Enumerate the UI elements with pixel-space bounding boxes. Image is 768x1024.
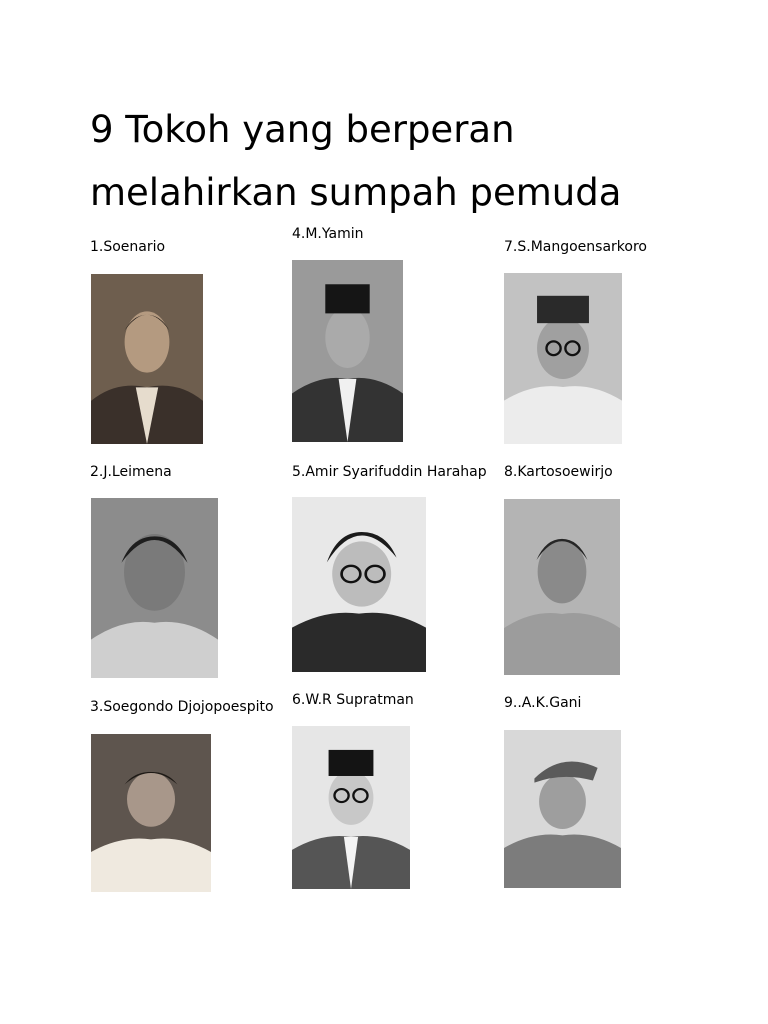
portrait-photo-leimena [91, 498, 218, 678]
page-title [90, 98, 650, 224]
portrait-photo-soenario [91, 274, 203, 444]
figure-label-supratman: 6.W.R Supratman [292, 692, 414, 708]
portrait-photo-kartosoewirjo [504, 499, 620, 675]
portrait-photo-supratman [292, 726, 410, 889]
figure-label-mangoensarkoro: 7.S.Mangoensarkoro [504, 239, 647, 255]
figure-label-kartosoewirjo: 8.Kartosoewirjo [504, 464, 613, 480]
figure-label-soegondo: 3.Soegondo Djojopoespito [90, 699, 274, 715]
title-line-2: melahirkan sumpah pemuda [90, 171, 622, 214]
figure-label-yamin: 4.M.Yamin [292, 226, 364, 242]
portrait-photo-yamin [292, 260, 403, 442]
portrait-photo-mangoensarkoro [504, 273, 622, 444]
portrait-photo-gani [504, 730, 621, 888]
figure-label-gani: 9..A.K.Gani [504, 695, 582, 711]
title-line-1: 9 Tokoh yang berperan [90, 108, 515, 151]
portrait-photo-soegondo [91, 734, 211, 892]
figure-label-leimena: 2.J.Leimena [90, 464, 172, 480]
portrait-photo-amir [292, 497, 426, 672]
figure-label-soenario: 1.Soenario [90, 239, 166, 255]
figure-label-amir: 5.Amir Syarifuddin Harahap [292, 464, 487, 480]
